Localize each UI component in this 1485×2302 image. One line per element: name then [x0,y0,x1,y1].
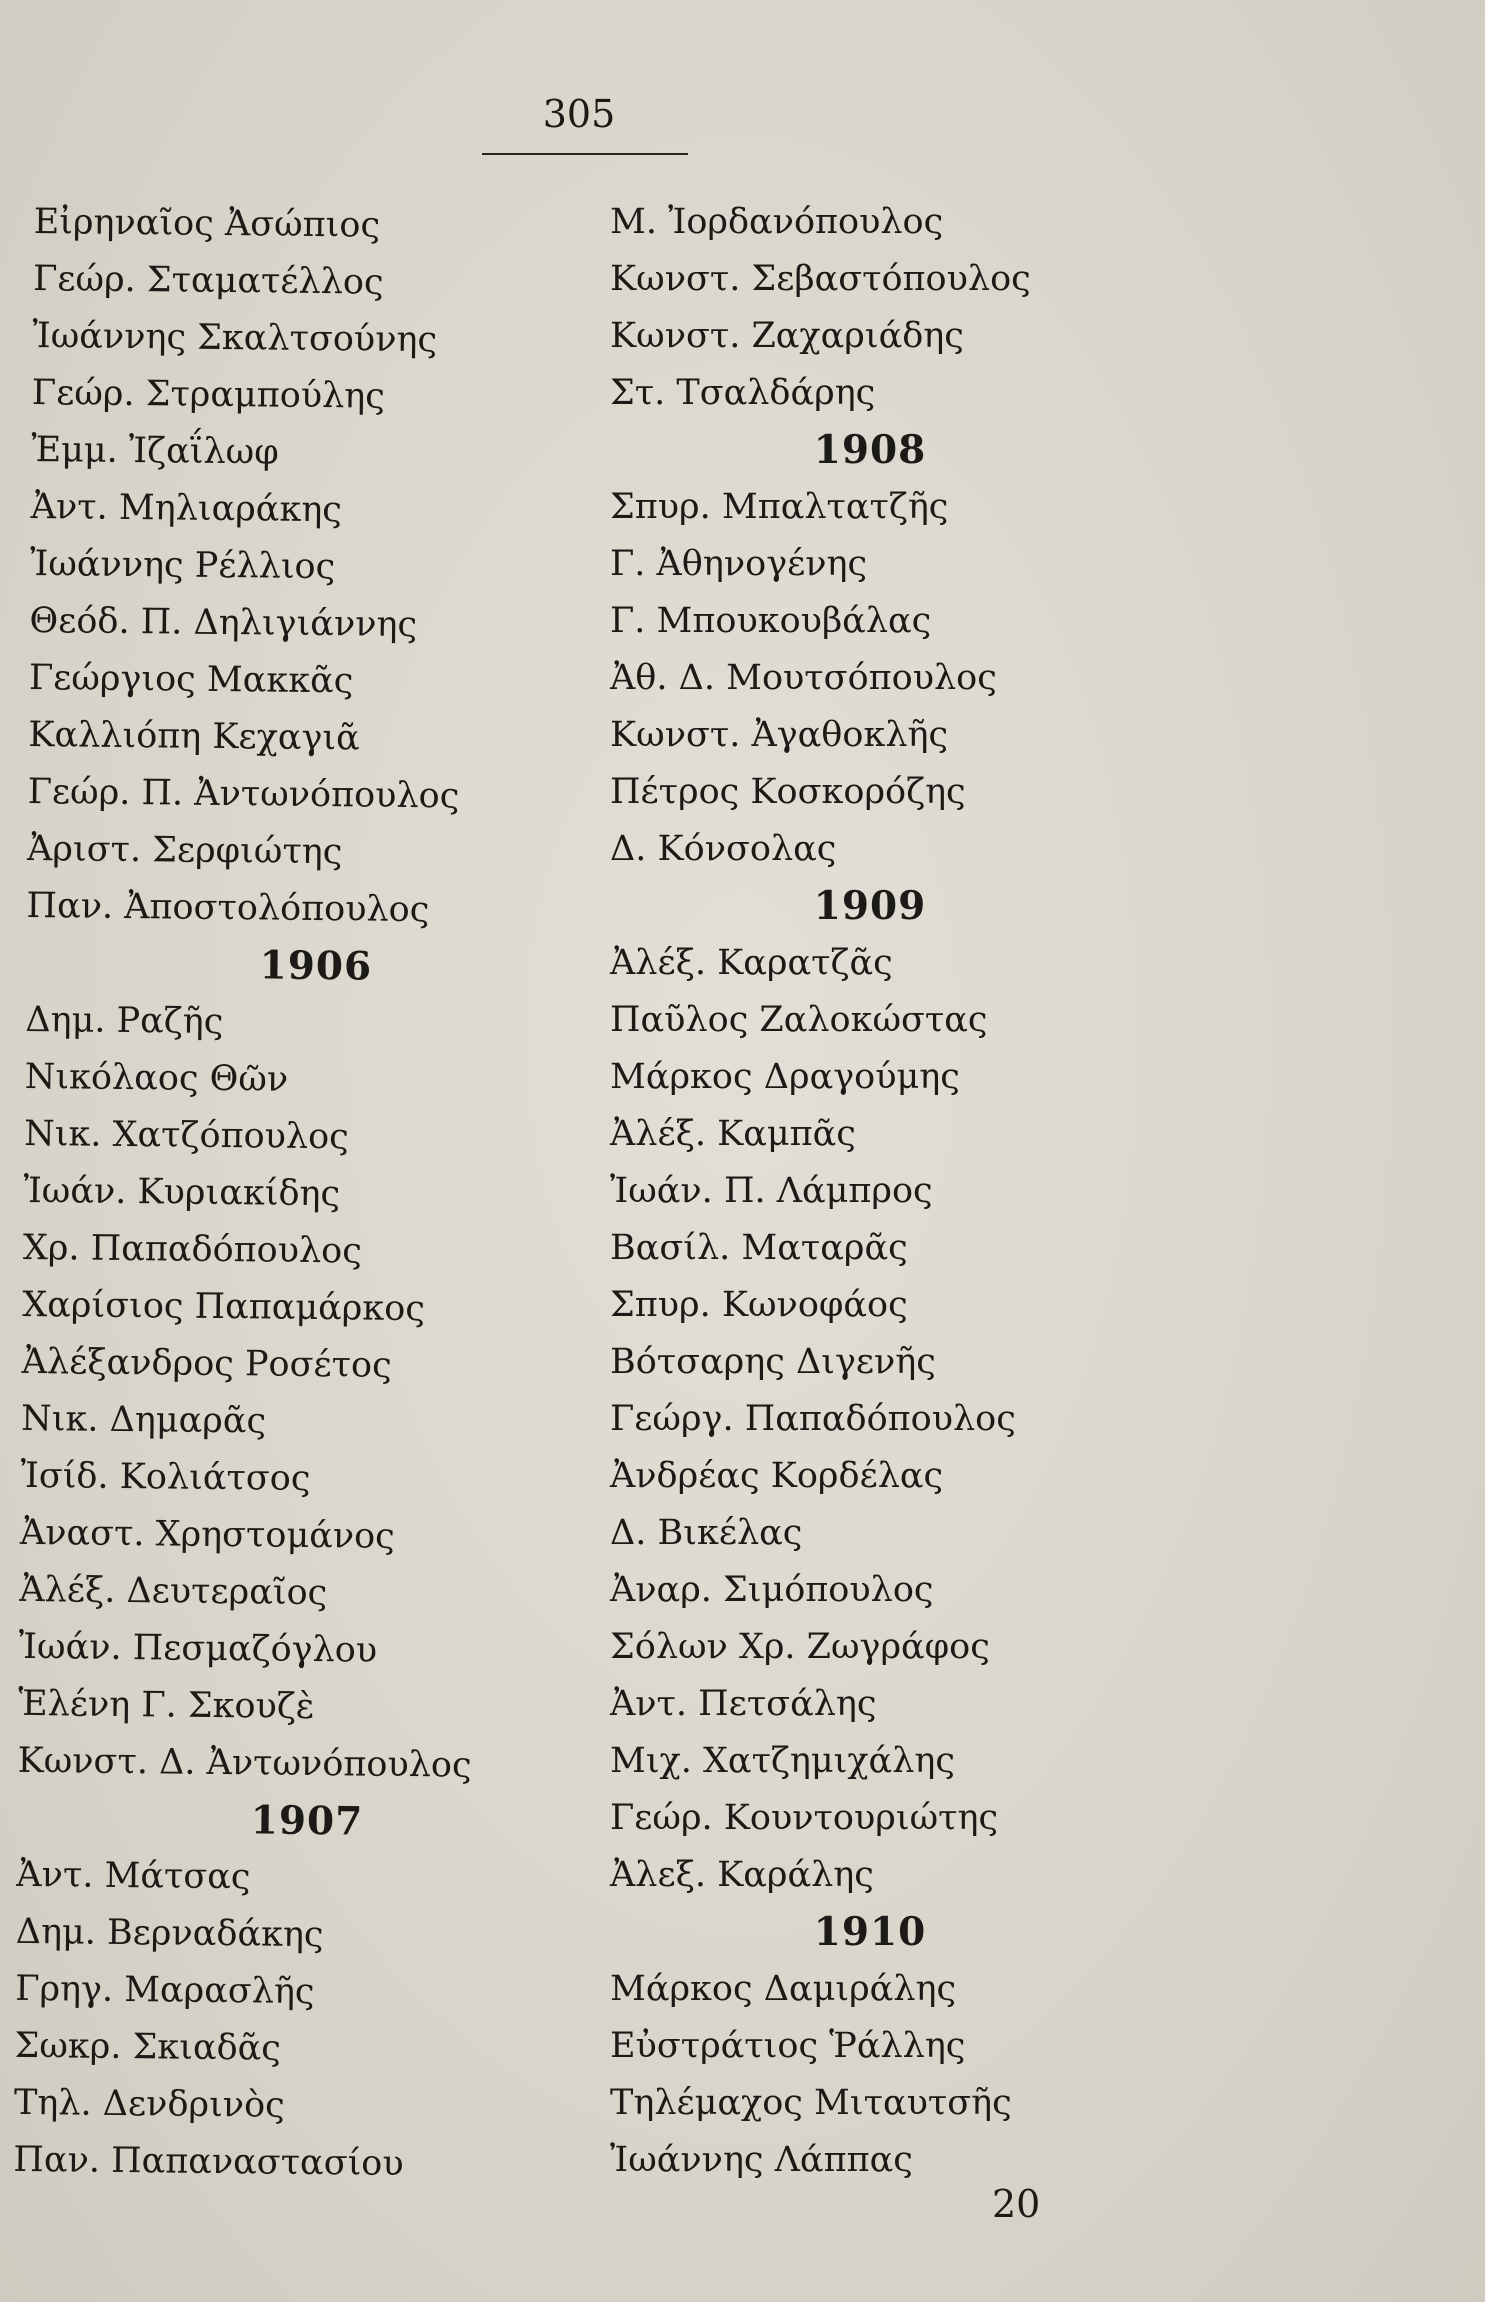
year-heading: 1910 [813,1909,927,1955]
name-entry: Σπυρ. Μπαλτατζῆς [610,487,949,527]
name-entry: Γ. Μπουκουβάλας [610,601,932,641]
name-entry: Παν. Ἀποστολόπουλος [26,885,430,931]
name-entry: Ἀναρ. Σιμόπουλος [610,1570,934,1610]
right-column [610,194,1130,2189]
name-entry: Ἰωάννης Σκαλτσούνης [32,315,438,361]
name-entry: Ἀθ. Δ. Μουτσόπουλος [610,658,997,698]
name-entry: Νικ. Χατζόπουλος [23,1113,349,1158]
name-entry: Κωνστ. Σεβαστόπουλος [610,259,1031,299]
name-entry: Ἰωάν. Πεσμαζόγλου [18,1626,378,1671]
name-entry: Ἀντ. Πετσάλης [610,1684,877,1724]
left-column [13,194,574,2195]
name-entry: Ἀναστ. Χρηστομάνος [19,1512,395,1557]
name-entry: Κωνστ. Ἀγαθοκλῆς [610,715,949,755]
name-entry: Παν. Παπαναστασίου [13,2139,404,2184]
name-entry: Δ. Κόνσολας [610,829,837,869]
name-entry: Μάρκος Δραγούμης [610,1057,960,1097]
year-heading: 1907 [250,1797,364,1845]
name-entry: Ἰωάν. Π. Λάμπρος [610,1171,933,1211]
year-heading: 1909 [813,883,927,929]
name-entry: Σόλων Χρ. Ζωγράφος [610,1627,990,1667]
name-entry: Ἀλεξ. Καράλης [610,1855,874,1895]
name-entry: Ἀλέξ. Καρατζᾶς [610,943,893,983]
name-entry: Βασίλ. Ματαρᾶς [610,1228,908,1268]
name-entry: Δημ. Ραζῆς [25,999,224,1043]
name-entry: Δημ. Βερναδάκης [15,1911,324,1956]
name-entry: Μάρκος Δαμιράλης [610,1969,957,2009]
name-entry: Ἀλέξανδρος Ροσέτος [21,1341,392,1386]
year-heading: 1906 [259,942,373,990]
name-entry: Ἀλέξ. Καμπᾶς [610,1114,856,1154]
name-entry: Ἰωάννης Λάππας [610,2140,913,2180]
name-entry: Ἀντ. Μηλιαράκης [30,486,343,531]
name-entry: Γ. Ἀθηνογένης [610,544,868,584]
name-entry: Εἰρηναῖος Ἀσώπιος [33,201,381,246]
name-entry: Στ. Τσαλδάρης [610,373,876,413]
name-entry: Γεώργ. Παπαδόπουλος [610,1399,1016,1439]
name-entry: Τηλ. Δενδρινὸς [13,2082,285,2126]
name-entry: Γεώρ. Κουντουριώτης [610,1798,999,1838]
name-entry: Βότσαρης Διγενῆς [610,1342,936,1382]
page-number: 305 [542,92,616,136]
name-entry: Ἰσίδ. Κολιάτσος [20,1455,311,1499]
name-entry: Γεώργιος Μακκᾶς [28,657,354,702]
year-heading: 1908 [813,427,927,473]
name-entry: Γεώρ. Στραμπούλης [31,372,386,417]
name-entry: Παῦλος Ζαλοκώστας [610,1000,988,1040]
signature-mark: 20 [992,2182,1041,2226]
name-entry: Εὐστράτιος Ῥάλλης [610,2026,966,2066]
name-entry: Κωνστ. Ζαχαριάδης [610,316,964,356]
name-entry: Ἑλένη Γ. Σκουζὲ [17,1683,315,1728]
header-rule [482,153,688,155]
name-entry: Δ. Βικέλας [610,1513,803,1553]
name-entry: Μ. Ἰορδανόπουλος [610,202,944,242]
name-entry: Χρ. Παπαδόπουλος [22,1227,363,1272]
name-entry: Πέτρος Κοσκορόζης [610,772,966,812]
name-entry: Ἐμμ. Ἰζαΐλωφ [31,429,279,473]
name-entry: Γρηγ. Μαρασλῆς [14,1968,315,2013]
name-entry: Ἀνδρέας Κορδέλας [610,1456,944,1496]
name-entry: Γεώρ. Σταματέλλος [32,258,384,303]
name-entry: Μιχ. Χατζημιχάλης [610,1741,955,1781]
name-entry: Ἀλέξ. Δευτεραῖος [19,1569,328,1614]
name-entry: Τηλέμαχος Μιταυτσῆς [610,2083,1012,2123]
name-entry: Νικ. Δημαρᾶς [20,1398,267,1442]
name-entry: Κωνστ. Δ. Ἀντωνόπουλος [17,1740,472,1786]
name-entry: Ἰωάννης Ρέλλιος [29,543,336,588]
name-entry: Θεόδ. Π. Δηλιγιάννης [29,600,418,646]
name-entry: Ἰωάν. Κυριακίδης [23,1170,341,1215]
name-entry: Νικόλαος Θῶν [24,1056,289,1100]
name-entry: Ἀριστ. Σερφιώτης [26,828,343,873]
name-entry: Σωκρ. Σκιαδᾶς [14,2025,282,2069]
name-entry: Ἀντ. Μάτσας [16,1854,251,1898]
name-entry: Καλλιόπη Κεχαγιᾶ [28,714,360,759]
name-entry: Χαρίσιος Παπαμάρκος [22,1284,426,1330]
name-entry: Γεώρ. Π. Ἀντωνόπουλος [27,771,460,817]
name-entry: Σπυρ. Κωνοφάος [610,1285,908,1325]
